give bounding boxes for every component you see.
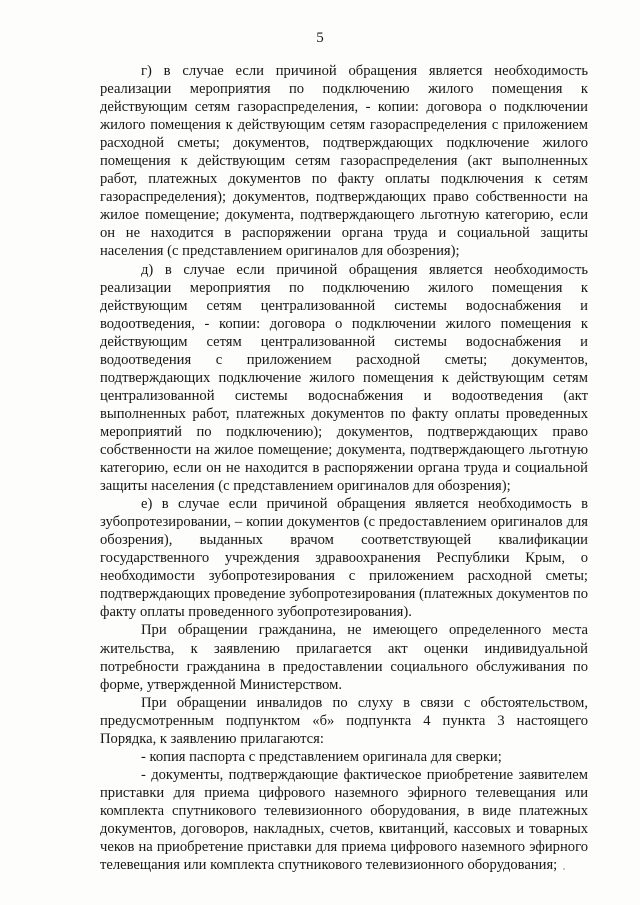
paragraph-e-dental-prosthetics: е) в случае если причиной обращения является необходимость в зубопротезировании, – копии документов (с предоставлением оригиналов для обозрения), выданных врачом соответствующей квалификации государственного учреждения здравоохранения Республики Крым, о необходимости зубопротезирования с приложением расходной сметы; подтверждающих проведение зубопротезирования (платежных документов по факту оплаты проведенного зубопротезирования). xyxy=(100,496,588,621)
paragraph-g-gas-connection: г) в случае если причиной обращения является необходимость реализации мероприятия по подключению жилого помещения к действующим сетям газораспределения, - копии: договора о подключении жилого помещения к действующим сетям газораспределения с приложением расходной сметы; документов, подтверждающих подключение жилого помещения к действующим сетям газораспределения (акт выполненных работ, платежных документов по факту оплаты подключения к сетям газораспределения); документов, подтверждающих право собственности на жилое помещение; документа, подтверждающего льготную категорию, если он не находится в распоряжении органа труда и социальной защиты населения (с представлением оригиналов для обозрения); xyxy=(100,63,588,260)
paragraph-homeless-citizen: При обращении гражданина, не имеющего определенного места жительства, к заявлению прилагается акт оценки индивидуальной потребности гражданина в предоставлении социального обслуживания по форме, утвержденной Министерством. xyxy=(100,622,588,693)
page-number: 5 xyxy=(316,30,324,46)
list-item-purchase-documents: - документы, подтверждающие фактическое приобретение заявителем приставки для приема цифрового наземного эфирного телевещания или комплекта спутникового телевизионного оборудования, в виде платежных документов, договоров, накладных, счетов, квитанций, кассовых и товарных чеков на приобретение приставки для приема цифрового наземного эфирного телевещания или комплекта спутникового телевизионного оборудования; xyxy=(100,766,588,874)
list-item-passport-copy: - копия паспорта с представлением оригинала для сверки; xyxy=(141,748,502,765)
paragraph-hearing-impaired: При обращении инвалидов по слуху в связи с обстоятельством, предусмотренным подпунктом «б» подпункта 4 пункта 3 настоящего Порядка, к заявлению прилагаются: xyxy=(100,694,588,747)
scan-artifact xyxy=(563,868,565,870)
document-body xyxy=(100,62,588,874)
paragraph-d-water-connection: д) в случае если причиной обращения является необходимость реализации мероприятия по подключению жилого помещения к действующим сетям централизованной системы водоснабжения и водоотведения, - копии: договора о подключении жилого помещения к действующим сетям централизованной системы водоснабжения и водоотведения с приложением расходной сметы; документов, подтверждающих подключение жилого помещения к действующим сетям централизованной системы водоснабжения и водоотведения (акт выполненных работ, платежных документов по факту оплаты проведенных мероприятий по подключению); документов, подтверждающих право собственности на жилое помещение; документа, подтверждающего льготную категорию, если он не находится в распоряжении органа труда и социальной защиты населения (с представлением оригиналов для обозрения); xyxy=(100,261,588,495)
